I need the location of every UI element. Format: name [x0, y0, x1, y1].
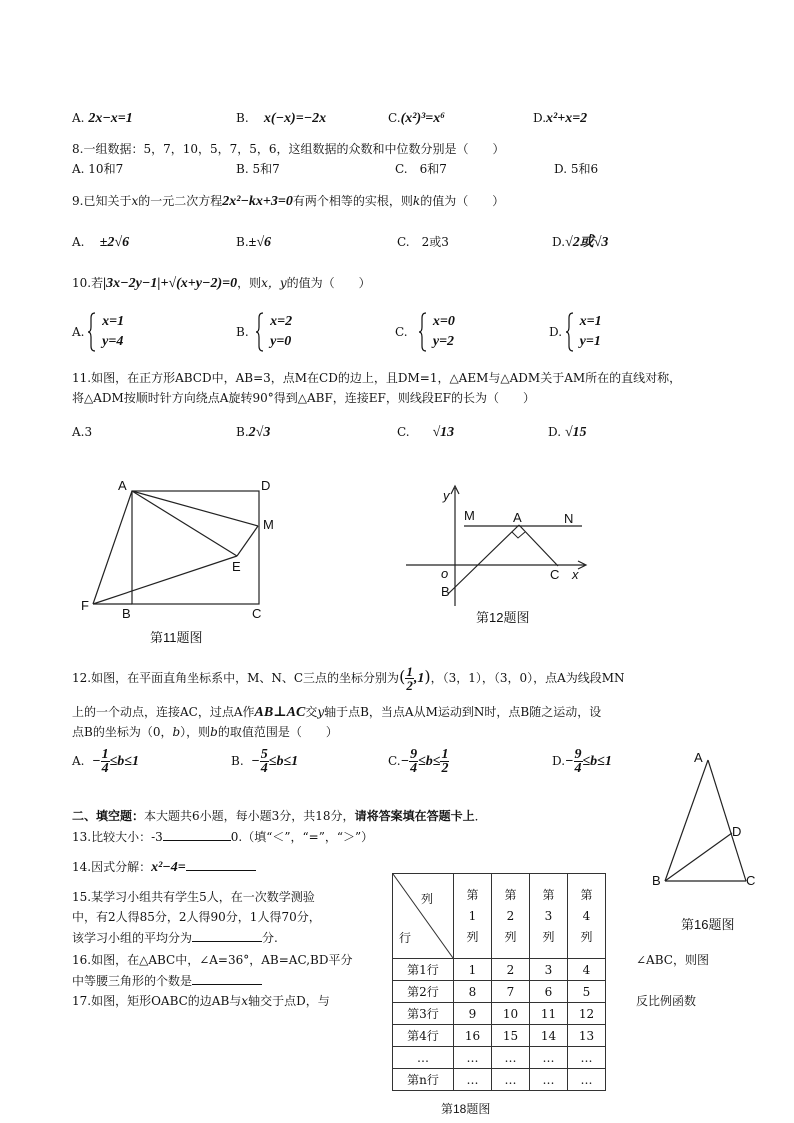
segment-am — [132, 491, 258, 526]
table-cell: 10 — [492, 1003, 530, 1025]
q17-line1-tail: 反比例函数 — [636, 994, 697, 1008]
right-angle-mark-icon — [512, 532, 525, 538]
q12-stem-line2: 上的一个动点，连接AC，过点A作AB⊥AC交y轴于点B，当点A从M运动到N时，点B随之运动，设 — [72, 705, 602, 720]
q9-option-b: B.±√6 — [236, 235, 272, 250]
figure-18-table — [392, 873, 606, 1091]
table-cell: 13 — [568, 1025, 606, 1047]
label-c: C — [550, 567, 560, 582]
segment-ac — [519, 525, 558, 566]
q10-option-c: C. x=0 y=2 — [395, 312, 455, 352]
q15-answer-blank — [192, 929, 262, 942]
q7-option-c: C.(x²)³=x⁶ — [388, 111, 446, 126]
table-corner-cell — [393, 874, 454, 959]
q16-line1-tail: ∠ABC，则图 — [636, 953, 709, 967]
row-label: … — [393, 1047, 454, 1069]
q12-option-d: D.− $\frac{9}{4}$ ≤b≤1 — [552, 747, 612, 776]
q16-answer-blank — [192, 972, 262, 985]
q14-answer-blank — [186, 858, 256, 871]
label-b: B — [122, 606, 131, 621]
label-b: B — [652, 873, 661, 888]
column-header: 第 2 列 — [492, 874, 530, 959]
table-cell: … — [530, 1047, 568, 1069]
label-x: x — [572, 567, 579, 582]
q13: 13.比较大小：-3 0.（填“＜”，“=”，“＞”） — [72, 830, 374, 844]
figure-18-caption: 第18题图 — [441, 1102, 491, 1116]
q8-stem: 8.一组数据：5，7，10，5，7，5，6，这组数据的众数和中位数分别是（ ） — [72, 142, 505, 156]
table-row — [393, 1025, 606, 1047]
figure-11 — [75, 474, 290, 649]
q9-option-a: A. ±2√6 — [72, 235, 130, 250]
label-b: B — [441, 584, 450, 599]
table-cell: 1 — [454, 959, 492, 981]
label-c: C — [252, 606, 262, 621]
row-label: 第n行 — [393, 1069, 454, 1091]
q11-stem-line1: 11.如图，在正方形ABCD中，AB=3，点M在CD的边上，且DM=1，△AEM与△ADM关于AM所在的直线对称， — [72, 371, 682, 385]
row-label: 第3行 — [393, 1003, 454, 1025]
figure-12 — [400, 478, 595, 633]
label-a: A — [513, 510, 522, 525]
q16-line1: 16.如图，在△ABC中，∠A=36°，AB=AC,BD平分 — [72, 953, 353, 967]
label-n: N — [564, 511, 574, 526]
table-row — [393, 1003, 606, 1025]
q10-stem: 10.若|3x−2y−1|+√(x+y−2)=0，则x，y的值为（ ） — [72, 276, 371, 291]
table-cell: 6 — [530, 981, 568, 1003]
table-row — [393, 959, 606, 981]
q15-line2: 中，有2人得85分，2人得90分，1人得70分， — [72, 910, 321, 924]
table-cell: … — [530, 1069, 568, 1091]
q9-option-d: D.√2或√3 — [552, 235, 609, 250]
segment-ab — [448, 525, 519, 594]
q12-stem-line1: 12.如图，在平面直角坐标系中，M、N、C三点的坐标分别为( $\frac{1}{2}$ ,1)，（3，1），（3，0），点A为线段MN — [72, 664, 625, 693]
label-m: M — [464, 508, 475, 523]
q12-option-b: B. − $\frac{5}{4}$ ≤b≤1 — [231, 747, 299, 776]
label-a: A — [694, 750, 703, 765]
row-label: 第1行 — [393, 959, 454, 981]
q15-line1: 15.某学习小组共有学生5人，在一次数学测验 — [72, 890, 315, 904]
q8-option-b: B. 5和7 — [236, 162, 280, 176]
table-cell: 8 — [454, 981, 492, 1003]
table-cell: 3 — [530, 959, 568, 981]
q11-option-a: A.3 — [72, 425, 93, 439]
row-label: 第4行 — [393, 1025, 454, 1047]
segment-ac — [708, 760, 746, 881]
table-cell: … — [492, 1047, 530, 1069]
table-cell: 14 — [530, 1025, 568, 1047]
table-cell: … — [492, 1069, 530, 1091]
q12-option-c: C.− $\frac{9}{4}$ ≤b≤ $\frac{1}{2}$ — [388, 747, 449, 776]
corner-row-label: 行 — [399, 931, 412, 945]
table-cell: 16 — [454, 1025, 492, 1047]
column-header: 第 4 列 — [568, 874, 606, 959]
segment-af — [93, 491, 132, 604]
q9-stem: 9.已知关于x的一元二次方程2x²−kx+3=0有两个相等的实根，则k的值为（ ） — [72, 194, 505, 209]
q10-option-d: D. x=1 y=1 — [549, 312, 602, 352]
table-cell: … — [454, 1069, 492, 1091]
q7-option-d: D.x²+x=2 — [533, 111, 588, 126]
section-2-heading: 二、填空题：本大题共6小题，每小题3分，共18分，请将答案填在答题卡上． — [72, 809, 487, 823]
q17-line1: 17.如图，矩形OABC的边AB与x轴交于点D，与 — [72, 994, 330, 1008]
figure-16 — [648, 748, 773, 936]
label-o: o — [441, 566, 449, 581]
brace-icon — [256, 312, 264, 352]
figure-11-caption: 第11题图 — [150, 630, 203, 645]
square-abcd — [132, 491, 259, 604]
table-cell: 2 — [492, 959, 530, 981]
segment-ef — [93, 556, 237, 604]
q7-option-b: B. x(−x)=−2x — [236, 111, 327, 126]
q11-stem-line2: 将△ADM按顺时针方向绕点A旋转90°得到△ABF，连接EF，则线段EF的长为（ ） — [72, 391, 535, 405]
brace-icon — [566, 312, 574, 352]
table-cell: … — [568, 1047, 606, 1069]
brace-icon — [419, 312, 427, 352]
table-row — [393, 981, 606, 1003]
label-d: D — [732, 824, 742, 839]
q7-option-a: A. 2x−x=1 — [72, 111, 133, 126]
table-row — [393, 1047, 606, 1069]
table-cell: 12 — [568, 1003, 606, 1025]
q13-answer-blank — [163, 828, 231, 841]
table-cell: 5 — [568, 981, 606, 1003]
table-cell: 4 — [568, 959, 606, 981]
q14: 14.因式分解：x²−4= — [72, 858, 256, 876]
q8-option-a: A. 10和7 — [72, 162, 124, 176]
q15-line3: 该学习小组的平均分为 分. — [72, 931, 278, 945]
label-e: E — [232, 559, 241, 574]
segment-em — [237, 526, 258, 556]
q11-option-b: B.2√3 — [236, 425, 271, 440]
q11-option-d: D. √15 — [548, 425, 587, 440]
table-cell: 7 — [492, 981, 530, 1003]
row-label: 第2行 — [393, 981, 454, 1003]
q10-option-b: B. x=2 y=0 — [236, 312, 292, 352]
figure-12-caption: 第12题图 — [476, 610, 530, 625]
table-cell: 15 — [492, 1025, 530, 1047]
label-a: A — [118, 478, 127, 493]
figure-16-caption: 第16题图 — [681, 917, 735, 932]
q16-line2: 中等腰三角形的个数是 — [72, 972, 262, 989]
table-cell: … — [568, 1069, 606, 1091]
label-m: M — [263, 517, 274, 532]
q9-option-c: C. 2或3 — [397, 235, 449, 249]
column-header: 第 1 列 — [454, 874, 492, 959]
label-f: F — [81, 598, 89, 613]
q8-option-d: D. 5和6 — [554, 162, 599, 176]
table-cell: 9 — [454, 1003, 492, 1025]
column-header: 第 3 列 — [530, 874, 568, 959]
label-d: D — [261, 478, 271, 493]
table-row — [393, 1069, 606, 1091]
q12-stem-line3: 点B的坐标为（0，b），则b的取值范围是（ ） — [72, 725, 338, 739]
label-y: y — [443, 488, 450, 503]
segment-ae — [132, 491, 237, 556]
label-c: C — [746, 873, 756, 888]
q10-option-a: A. x=1 y=4 — [72, 312, 124, 352]
table-cell: … — [454, 1047, 492, 1069]
segment-bd — [665, 833, 732, 881]
brace-icon — [88, 312, 96, 352]
corner-col-label: 列 — [420, 892, 433, 906]
table-cell: 11 — [530, 1003, 568, 1025]
q8-option-c: C. 6和7 — [395, 162, 447, 176]
q12-option-a: A. − $\frac{1}{4}$ ≤b≤1 — [72, 747, 139, 776]
q11-option-c: C. √13 — [397, 425, 455, 440]
segment-ab — [665, 760, 708, 881]
